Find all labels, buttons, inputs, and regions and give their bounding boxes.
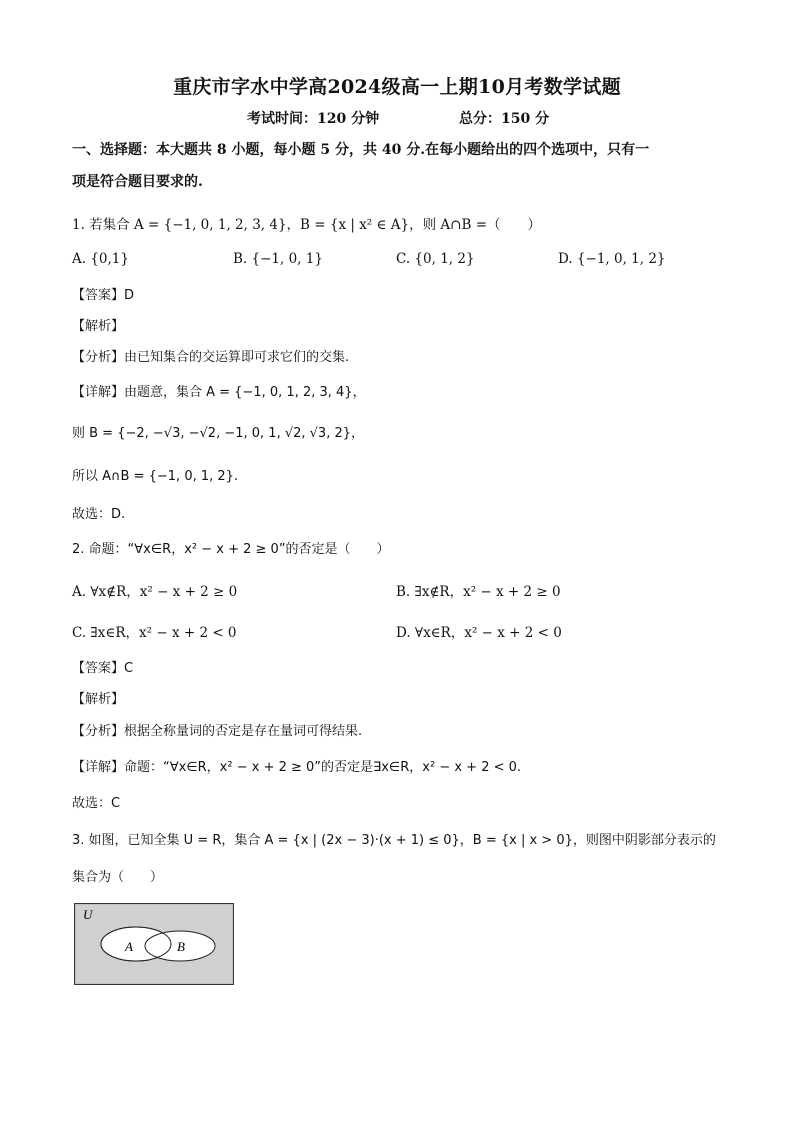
question-3-stem-line2: 集合为（ ） <box>72 870 164 885</box>
question-3-stem-line1: 3. 如图，已知全集 U = R，集合 A = {x | (2x − 3)·(x + 1) ≤ 0}，B = {x | x > 0}，则图中阴影部分表示的 <box>72 833 716 848</box>
q1-xiangjie: 【详解】由题意，集合 A = {−1, 0, 1, 2, 3, 4}， <box>72 385 366 400</box>
section-heading-line2: 项是符合题目要求的. <box>72 174 203 190</box>
q1-option-d: D. {−1, 0, 1, 2} <box>558 251 666 267</box>
section-heading-line1: 一、选择题：本大题共 8 小题，每小题 5 分，共 40 分.在每小题给出的四个选项中，只有一 <box>72 142 650 158</box>
label-u: U <box>83 907 93 922</box>
page-title: 重庆市字水中学高2024级高一上期10月考数学试题 <box>173 76 621 98</box>
q1-step-2: 则 B = {−2, −√3, −√2, −1, 0, 1, √2, √3, 2}， <box>72 426 365 441</box>
exam-time: 考试时间：120 分钟 <box>247 111 380 127</box>
q1-fenxi: 【分析】由已知集合的交运算即可求它们的交集. <box>72 350 350 365</box>
q1-option-a: A. {0,1} <box>72 251 129 267</box>
question-1-stem: 1. 若集合 A = {−1, 0, 1, 2, 3, 4}，B = {x | x² ∈ A}，则 A∩B =（ ） <box>72 217 542 233</box>
venn-diagram <box>74 903 234 985</box>
q1-option-c: C. {0, 1, 2} <box>396 251 475 267</box>
q1-choose: 故选：D. <box>72 507 126 522</box>
q1-option-b: B. {−1, 0, 1} <box>233 251 323 267</box>
q2-fenxi: 【分析】根据全称量词的否定是存在量词可得结果. <box>72 724 363 739</box>
q1-step-3: 所以 A∩B = {−1, 0, 1, 2}. <box>72 469 239 484</box>
q2-option-c: C. ∃x∈R，x² − x + 2 < 0 <box>72 625 237 641</box>
label-b: B <box>177 939 185 954</box>
q2-option-b: B. ∃x∉R，x² − x + 2 ≥ 0 <box>396 584 561 600</box>
q1-jiexi: 【解析】 <box>72 319 125 334</box>
q2-option-a: A. ∀x∉R，x² − x + 2 ≥ 0 <box>72 584 238 600</box>
q2-choose: 故选：C <box>72 796 121 811</box>
q1-answer: 【答案】D <box>72 288 135 303</box>
q2-jiexi: 【解析】 <box>72 692 125 707</box>
q2-xiangjie: 【详解】命题：“∀x∈R，x² − x + 2 ≥ 0”的否定是∃x∈R，x² − x + 2 < 0. <box>72 760 522 775</box>
label-a: A <box>125 939 133 954</box>
q2-answer: 【答案】C <box>72 661 134 676</box>
question-2-stem: 2. 命题：“∀x∈R，x² − x + 2 ≥ 0”的否定是（ ） <box>72 542 390 557</box>
q2-option-d: D. ∀x∈R，x² − x + 2 < 0 <box>396 625 562 641</box>
total-score: 总分：150 分 <box>459 111 550 127</box>
